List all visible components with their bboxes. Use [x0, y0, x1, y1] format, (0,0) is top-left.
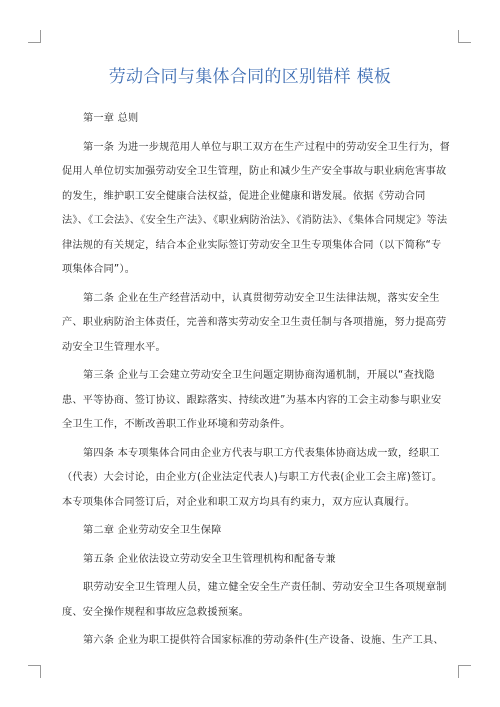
paragraph: 第一条 为进一步规范用人单位与职工双方在生产过程中的劳动安全卫生行为，督促用人单位切实加强劳动安全卫生管理，防止和减少生产安全事故与职业病危害事故的发生，维护职工安全健康合法权益，促进企业健康和谐发展。依据《劳动合同法》、《工会法》、《安全生产法》、《职业病防治法》、《消防法》、《集体合同规定》等法律法规的有关规定，结合本企业实际签订劳动安全卫生专项集体合同（以下简称“专项集体合同”）。: [62, 141, 450, 275]
paragraph: 职劳动安全卫生管理人员，建立健全安全生产责任制、劳动安全卫生各项规章制度、安全操作规程和事故应急救援预案。: [62, 582, 447, 618]
crop-mark-bottom-left: [28, 665, 41, 678]
crop-mark-top-right: [458, 30, 471, 43]
paragraph: 第二条 企业在生产经营活动中，认真贯彻劳动安全卫生法律法规，落实安全生产、职业病防治主体责任，完善和落实劳动安全卫生责任制与各项措施，努力提高劳动安全卫生管理水平。: [62, 292, 447, 353]
crop-mark-top-left: [28, 30, 41, 43]
paragraph: 第六条 企业为职工提供符合国家标准的劳动条件(生产设备、设施、生产工具、: [83, 635, 444, 646]
chapter-heading: 第一章 总则: [83, 113, 139, 124]
paragraph: 第四条 本专项集体合同由企业方代表与职工方代表集体协商达成一致，经职工（代表）大会讨论，由企业方(企业法定代表人)与职工方代表(企业工会主席)签订。本专项集体合同签订后，对企业和职工双方均具有约束力，双方应认真履行。: [62, 447, 443, 508]
document-body: [62, 107, 450, 658]
paragraph: 第三条 企业与工会建立劳动安全卫生问题定期协商沟通机制，开展以“查找隐患、平等协商、签订协议、跟踪落实、持续改进”为基本内容的工会主动参与职业安全卫生工作，不断改善职工作业环境和劳动条件。: [62, 370, 442, 430]
document-title: 劳动合同与集体合同的区别错样 模板: [108, 67, 392, 87]
crop-mark-bottom-right: [458, 665, 471, 678]
chapter-heading: 第二章 企业劳动安全卫生保障: [83, 525, 222, 536]
paragraph: 第五条 企业依法设立劳动安全卫生管理机构和配备专兼: [83, 553, 336, 565]
